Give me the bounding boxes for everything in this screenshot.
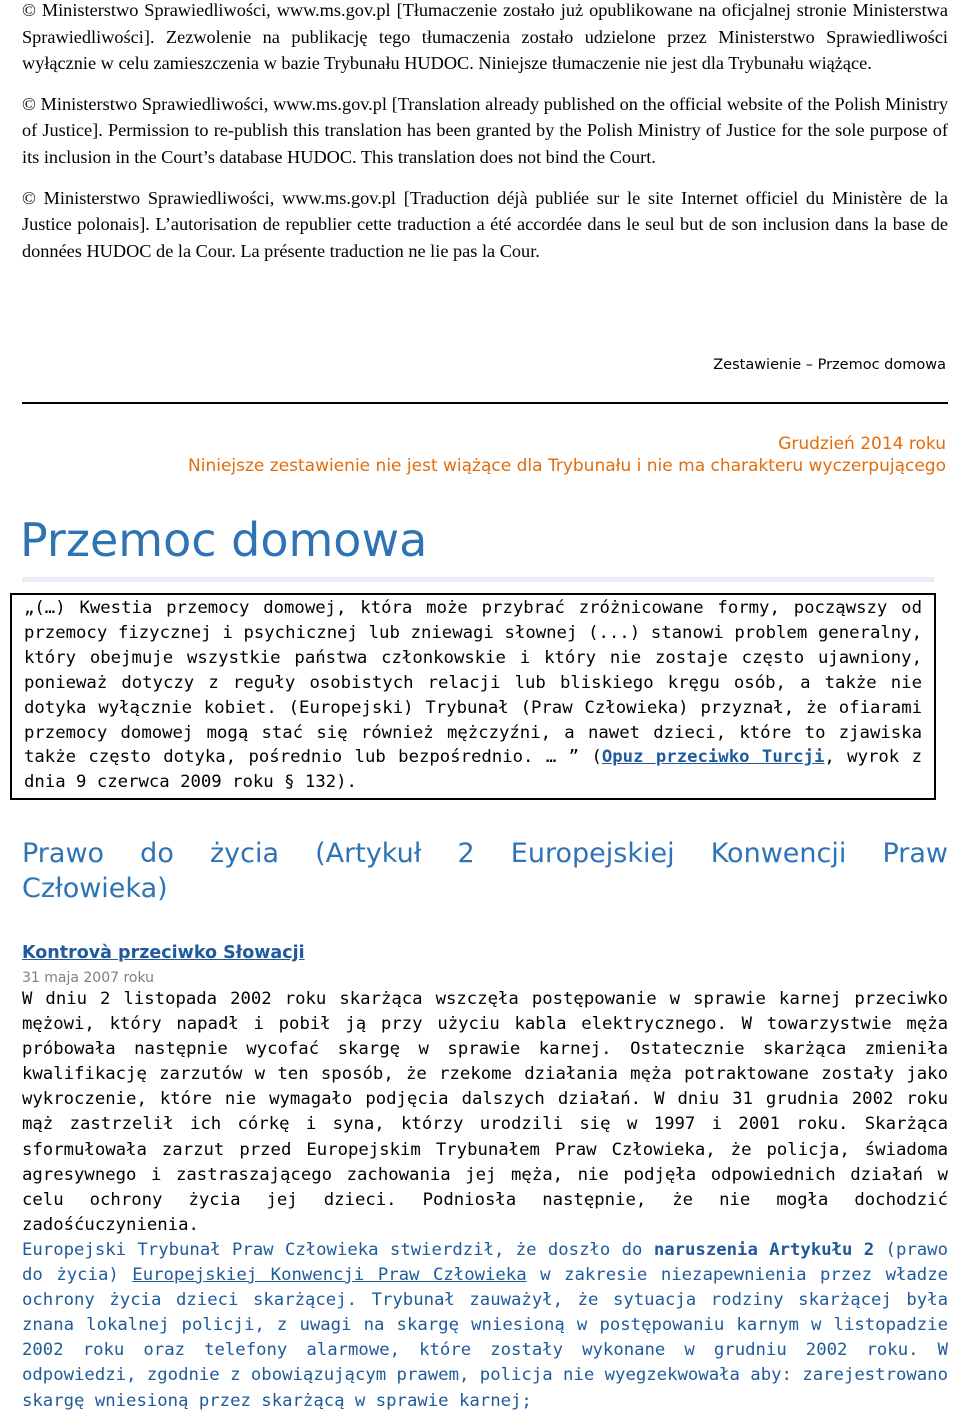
notice-english: © Ministerstwo Sprawiedliwości, www.ms.gov.pl [Translation already published on the official website of the Polish Ministry of Justice]. Permission to re-publish this translation has been granted by the Polish Ministry of Justice for the sole purpose of its inclusion in the Court’s database HUDOC. This translation does not bind the Court. xyxy=(22,93,948,167)
quote-box xyxy=(10,593,936,800)
factsheet-date: Grudzień 2014 roku xyxy=(778,434,946,454)
convention-link[interactable]: Europejskiej Konwencji Praw Człowieka xyxy=(132,1265,527,1286)
running-header-title: Zestawienie – Przemoc domowa xyxy=(713,357,946,373)
case-title-link[interactable]: Kontrovà przeciwko Słowacji xyxy=(22,943,305,963)
case-date: 31 maja 2007 roku xyxy=(22,970,155,986)
factsheet-disclaimer: Niniejsze zestawienie nie jest wiążące dla Trybunału i nie ma charakteru wyczerpującego xyxy=(188,456,946,476)
title-underline xyxy=(22,577,934,582)
violation-label: naruszenia Artykułu 2 xyxy=(653,1239,875,1260)
opuz-case-link[interactable]: Opuz przeciwko Turcji xyxy=(601,747,825,768)
copyright-notices xyxy=(22,0,948,278)
quote-citation: , wyrok z dnia 9 czerwca 2009 roku § 132). xyxy=(24,747,923,793)
case-body xyxy=(22,987,948,1414)
section-heading: Prawo do życia (Artykuł 2 Europejskiej Konwencji Praw Człowieka) xyxy=(22,838,948,904)
page-title: Przemoc domowa xyxy=(20,513,428,567)
court-text-3: w zakresie niezapewnienia przez władze ochrony życia dzieci skarżącej. Trybunał zauważył, że sytuacja rodziny skarżącej była znana lokalnej policji, z uwagi na skargę wniesioną w postępowaniu karnym w listopadzie 2002 roku oraz telefony alarmowe, które zostały wykonane w grudniu 2002 roku. W odpowiedzi, zgodnie z obowiązującym prawem, policja nie wyegzekwowała aby: zarejestrowano skargę wniesioną przez skarżącą w sprawie karnej; xyxy=(22,1265,948,1411)
header-divider xyxy=(22,402,948,404)
quote-text: „(…) Kwestia przemocy domowej, która może przybrać zróżnicowane formy, począwszy od przemocy fizycznej i psychicznej lub zniewagi słownej (...) stanowi problem generalny, który obejmuje wszystkie państwa członkowskie i który nie zostaje często ujawniony, ponieważ dotyczy z reguły osobistych relacji lub bliskiego kręgu osób, a także nie dotyka wyłącznie kobiet. (Europejski) Trybunał (Praw Człowieka) przyznał, że ofiarami przemocy domowej mogą stać się również mężczyźni, a nawet dzieci, które to zjawiska także często dotyka, pośrednio lub bezpośrednio. … ” ( xyxy=(24,598,922,768)
court-findings xyxy=(22,1238,948,1414)
case-facts: W dniu 2 listopada 2002 roku skarżąca wszczęła postępowanie w sprawie karnej przeciwko mężowi, który napadł i pobił ją przy użyciu kabla elektrycznego. W towarzystwie męża próbowała następnie wycofać skargę w sprawie karnej. Ostatecznie skarżąca zmieniła kwalifikację zarzutów w ten sposób, że rzekome działania męża potraktowane zostały jako wykroczenie, które nie wymagało podjęcia dalszych działań. W dniu 31 grudnia 2002 roku mąż zastrzelił ich córkę i syna, którzy urodzili się w 1997 i 2001 roku. Skarżąca sformułowała zarzut przed Europejskim Trybunałem Praw Człowieka, że policja, świadoma agresywnego i zastraszającego zachowania jej męża, nie podjęła odpowiednich działań w celu ochrony życia jej dzieci. Podniosła następnie, że nie mogła dochodzić zadośćuczynienia. xyxy=(22,989,948,1235)
notice-polish: © Ministerstwo Sprawiedliwości, www.ms.gov.pl [Tłumaczenie zostało już opublikowane na oficjalnej stronie Ministerstwa Sprawiedliwości]. Zezwolenie na publikację tego tłumaczenia zostało udzielone przez Ministerstwo Sprawiedliwości wyłącznie w celu zamieszczenia w bazie Trybunału HUDOC. Niniejsze tłumaczenie nie jest dla Trybunału wiążące. xyxy=(22,0,948,74)
court-text-2: (prawo do życia) xyxy=(22,1239,948,1286)
court-text-1: Europejski Trybunał Praw Człowieka stwierdził, że doszło do xyxy=(22,1239,654,1260)
notice-french: © Ministerstwo Sprawiedliwości, www.ms.gov.pl [Traduction déjà publiée sur le site Internet officiel du Ministère de la Justice polonais]. L’autorisation de republier cette traduction a été accordée dans le seul but de son inclusion dans la base de données HUDOC de la Cour. La présente traduction ne lie pas la Cour. xyxy=(22,187,948,261)
